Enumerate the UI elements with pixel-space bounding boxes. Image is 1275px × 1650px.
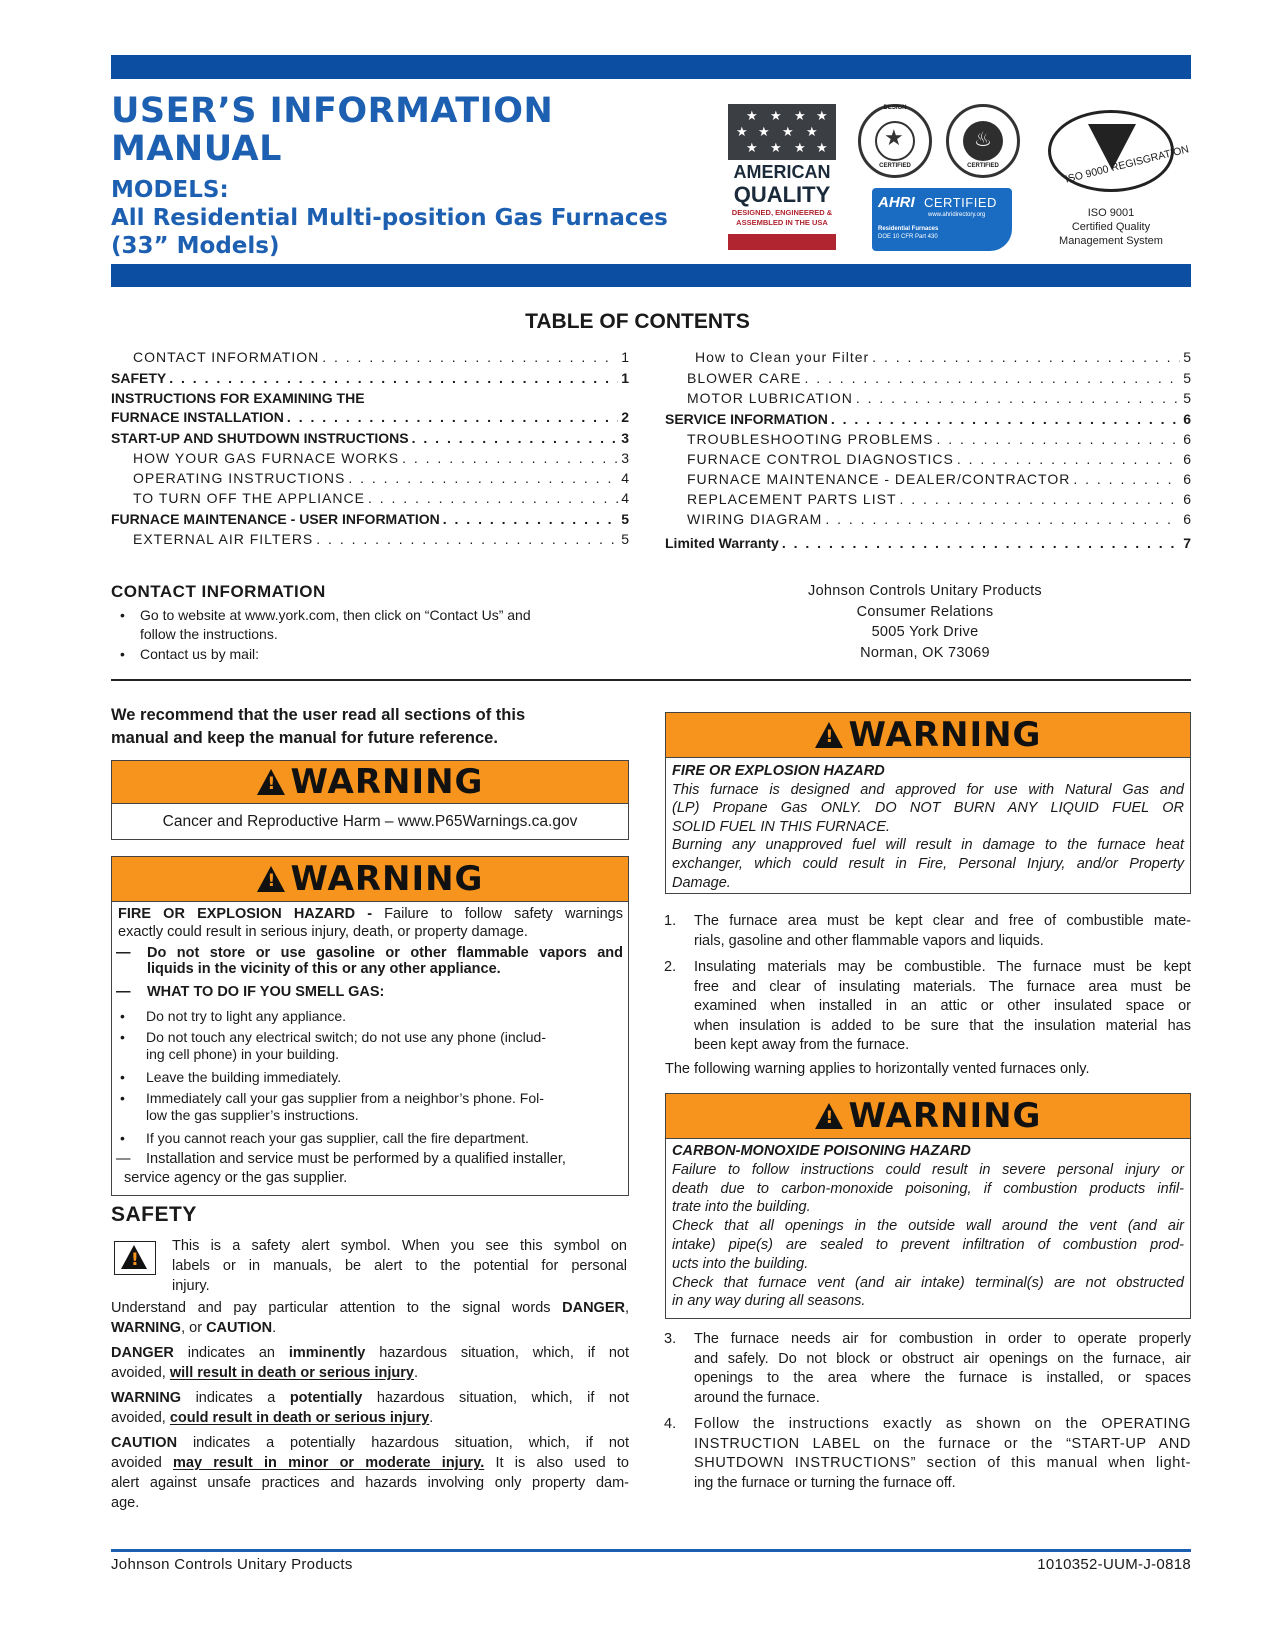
toc-leader-dots [316, 530, 618, 548]
manual-title: USER’S INFORMATION MANUAL [111, 91, 554, 169]
toc-entry-page: 6 [1183, 451, 1191, 467]
toc-entry[interactable] [111, 367, 629, 387]
gas-bullet-1: • Do not try to light any appliance. [120, 1008, 347, 1024]
dash-item-installation: — Installation and service must be performed by a qualified installer, service agency or the gas supplier. [116, 1151, 566, 1186]
toc-entry-page: 3 [621, 450, 629, 466]
toc-title: TABLE OF CONTENTS [525, 310, 750, 333]
toc-entry-label: FURNACE INSTALLATION [111, 409, 284, 425]
toc-entry-label: FURNACE MAINTENANCE - USER INFORMATION [111, 511, 440, 527]
warning-triangle-icon [257, 769, 285, 795]
toc-entry[interactable] [687, 488, 1191, 508]
toc-entry[interactable] [111, 406, 629, 426]
toc-leader-dots [804, 369, 1180, 387]
safety-alert-symbol [114, 1241, 156, 1275]
toc-entry-label: OPERATING INSTRUCTIONS [133, 470, 346, 486]
toc-entry[interactable] [133, 467, 629, 487]
danger-definition: DANGER indicates an imminently hazardous situation, which, if not avoided, will result in death or serious injury. [111, 1345, 629, 1381]
american-quality-logo: ★ ★ ★ ★ ★ ★ ★ ★ ★ ★ ★ ★ AMERICAN QUALITY DESIGNED, ENGINEERED & ASSEMBLED IN THE USA [728, 104, 836, 250]
warning-box-carbon-monoxide: ! WARNING [665, 1093, 1191, 1319]
header-bottom-blue-bar [111, 264, 1191, 287]
toc-entry[interactable] [111, 508, 629, 528]
mailing-address: Johnson Controls Unitary Products Consumer Relations 5005 York Drive Norman, OK 73069 [808, 583, 1042, 661]
toc-entry[interactable] [111, 387, 629, 407]
toc-leader-dots [936, 430, 1180, 448]
gas-bullet-2: • Do not touch any electrical switch; do not use any phone (includ- ing cell phone) in your building. [120, 1029, 547, 1062]
toc-entry-page: 5 [1183, 390, 1191, 406]
toc-leader-dots [856, 389, 1180, 407]
list-item-2: 2. Insulating materials may be combustible. The furnace must be kept free and clear of insulating materials. The furnace area must be examined when installed in an attic or other insulated space or when insulation is added to be sure that the insulation material has been kept away from the furnace. [664, 959, 1191, 1053]
toc-entry-label: TROUBLESHOOTING PROBLEMS [687, 431, 934, 447]
list-item-1: 1. The furnace area must be kept clear and free of combustible mate- rials, gasoline and other flammable vapors and liquids. [664, 913, 1191, 949]
toc-leader-dots [348, 469, 618, 487]
design-certified-seal: DESIGN ★ CERTIFIED [858, 104, 932, 178]
warning-triangle-icon [815, 722, 843, 748]
toc-entry-label: FURNACE CONTROL DIAGNOSTICS [687, 451, 954, 467]
toc-entry[interactable] [111, 427, 629, 447]
toc-entry-page: 6 [1183, 471, 1191, 487]
footer-company: Johnson Controls Unitary Products [111, 1556, 353, 1573]
recommend-note: We recommend that the user read all sections of this manual and keep the manual for future reference. [111, 706, 526, 747]
toc-leader-dots [287, 408, 618, 426]
toc-entry-label: How to Clean your Filter [695, 349, 870, 365]
toc-entry-label: MOTOR LUBRICATION [687, 390, 853, 406]
toc-entry-label: EXTERNAL AIR FILTERS [133, 531, 314, 547]
toc-entry[interactable] [687, 387, 1191, 407]
toc-leader-dots [900, 490, 1181, 508]
list-item-3: 3. The furnace needs air for combustion in order to operate properly and safely. Do not block or obstruct air openings on the furnace, air openings to the area where the furnace is installed, or spaces around the furnace. [664, 1331, 1191, 1406]
toc-entry-page: 4 [621, 490, 629, 506]
toc-entry[interactable] [687, 367, 1191, 387]
toc-leader-dots [1073, 470, 1180, 488]
csa-certified-seal: ♨ CERTIFIED [946, 104, 1020, 178]
toc-entry-page: 5 [621, 511, 629, 527]
toc-leader-dots [412, 429, 619, 447]
alert-triangle-icon [121, 1245, 147, 1269]
toc-entry-page: 4 [621, 470, 629, 486]
gas-bullet-5: • If you cannot reach your gas supplier, call the fire department. [120, 1130, 529, 1146]
gas-bullet-3: • Leave the building immediately. [120, 1069, 342, 1085]
footer-doc-number: 1010352-UUM-J-0818 [1037, 1556, 1191, 1573]
toc-entry-label: REPLACEMENT PARTS LIST [687, 491, 897, 507]
iso-9001-logo: ISO 9000 REGISGRATION ISO 9001 Certified Quality Management System [1046, 110, 1176, 250]
list-item-4: 4. Follow the instructions exactly as shown on the OPERATING INSTRUCTION LABEL on the furnace or the “START-UP AND SHUTDOWN INSTRUCTIONS” section of this manual when light- ing the furnace or turning the furnace off. [664, 1416, 1191, 1491]
toc-entry-label: CONTACT INFORMATION [133, 349, 320, 365]
toc-entry-page: 7 [1183, 535, 1191, 551]
toc-leader-dots [831, 410, 1180, 428]
toc-entry-page: 2 [621, 409, 629, 425]
toc-entry[interactable] [133, 447, 629, 467]
toc-entry-page: 6 [1183, 491, 1191, 507]
gas-bullet-4: • Immediately call your gas supplier from a neighbor’s phone. Fol- low the gas supplier’s instructions. [120, 1090, 544, 1123]
toc-leader-dots [782, 534, 1180, 552]
toc-entry[interactable] [687, 508, 1191, 528]
toc-leader-dots [957, 450, 1180, 468]
toc-entry-label: BLOWER CARE [687, 370, 802, 386]
toc-entry[interactable] [133, 528, 629, 548]
toc-entry[interactable] [133, 346, 629, 366]
caution-definition: CAUTION indicates a potentially hazardous situation, which, if not avoided may result in minor or moderate injury. It is also used to alert against unsafe practices and hazards involving only property dam- age. [111, 1435, 629, 1511]
fire-hazard-lead: FIRE OR EXPLOSION HAZARD - Failure to follow safety warnings exactly could result in serious injury, death, or property damage. [118, 906, 623, 940]
fuel-warning-text: FIRE OR EXPLOSION HAZARD This furnace is designed and approved for use with Natural Gas and (LP) Propane Gas ONLY. DO NOT BURN ANY LIQUID FUEL OR SOLID FUEL IN THIS FURNACE. Burning any unapproved fuel will result in damage to the furnace heat exchanger, which could result in Fire, Personal Injury, and/or Property Damage. [672, 763, 1184, 891]
top-blue-bar [111, 55, 1191, 79]
toc-entry-page: 3 [621, 430, 629, 446]
toc-entry[interactable] [687, 428, 1191, 448]
warning-box-fuel: ! WARNING [665, 712, 1191, 894]
horizontal-vent-note: The following warning applies to horizontally vented furnaces only. [665, 1061, 1090, 1077]
toc-entry[interactable] [695, 346, 1191, 366]
toc-entry[interactable] [687, 468, 1191, 488]
toc-entry-page: 6 [1183, 511, 1191, 527]
models-block: MODELS: All Residential Multi-position Gas Furnaces (33” Models) [111, 177, 668, 259]
toc-leader-dots [872, 348, 1180, 366]
toc-entry-page: 6 [1183, 411, 1191, 427]
toc-entry-label: SERVICE INFORMATION [665, 411, 828, 427]
toc-entry-page: 6 [1183, 431, 1191, 447]
safety-heading: SAFETY [111, 1203, 197, 1226]
toc-entry-label: WIRING DIAGRAM [687, 511, 823, 527]
toc-entry-page: 5 [1183, 370, 1191, 386]
warning-box-fire-explosion: ! WARNING [111, 856, 629, 1196]
contact-bullet-mail: • Contact us by mail: [120, 646, 260, 662]
flame-icon: ♨ [974, 129, 992, 151]
toc-leader-dots [368, 489, 618, 507]
warning-box-p65: ! WARNING Cancer and Reproductive Harm – www.P65Warnings.ca.gov [111, 760, 629, 840]
toc-entry-page: 1 [621, 349, 629, 365]
toc-entry[interactable] [133, 487, 629, 507]
warning-definition: WARNING indicates a potentially hazardous situation, which, if not avoided, could result in death or serious injury. [111, 1390, 629, 1426]
signal-words-text: Understand and pay particular attention to the signal words DANGER, WARNING, or CAUTION. [111, 1300, 629, 1336]
toc-entry[interactable] [665, 408, 1191, 428]
contact-bullet-website: • Go to website at www.york.com, then click on “Contact Us” and follow the instructions. [120, 607, 531, 642]
toc-entry-label: SAFETY [111, 370, 167, 386]
toc-entry-label: FURNACE MAINTENANCE - DEALER/CONTRACTOR [687, 471, 1071, 487]
safety-alert-text: This is a safety alert symbol. When you see this symbol on labels or in manuals, be alert to the potential for personal injury. [172, 1238, 627, 1294]
toc-entry-label: START-UP AND SHUTDOWN INSTRUCTIONS [111, 430, 409, 446]
toc-leader-dots [443, 510, 618, 528]
toc-leader-dots [169, 369, 618, 387]
footer-divider [111, 1549, 1191, 1552]
toc-leader-dots [825, 510, 1180, 528]
toc-entry-label: Limited Warranty [665, 535, 779, 551]
contact-heading: CONTACT INFORMATION [111, 582, 326, 601]
toc-leader-dots [402, 449, 618, 467]
ahri-certified-logo: AHRI CERTIFIED www.ahridirectory.org Residential Furnaces DOE 10 CFR Part 430 [872, 188, 1012, 251]
toc-entry-page: 1 [621, 370, 629, 386]
dash-item-gasoline: — Do not store or use gasoline or other flammable vapors and liquids in the vicinity of this or any other appliance. [116, 945, 623, 977]
co-warning-text: CARBON-MONOXIDE POISONING HAZARD Failure to follow instructions could result in severe personal injury or death due to carbon-monoxide poisoning, if combustion products infil- trate into the building. Check that all openings in the outside wall around the vent (and air intake) pipe(s) are sealed to prevent infiltration of combustion prod- ucts into the building. Check that furnace vent (and air intake) terminal(s) are not obstructed in any way during all seasons. [672, 1143, 1184, 1310]
warning-triangle-icon [815, 1103, 843, 1129]
toc-entry[interactable] [665, 532, 1191, 552]
toc-entry-page: 5 [621, 531, 629, 547]
dash-item-smell-gas: — WHAT TO DO IF YOU SMELL GAS: [116, 984, 385, 1000]
warning-triangle-icon [257, 866, 285, 892]
toc-entry-label: TO TURN OFF THE APPLIANCE [133, 490, 365, 506]
toc-entry[interactable] [687, 448, 1191, 468]
toc-entry-label: INSTRUCTIONS FOR EXAMINING THE [111, 390, 365, 406]
section-divider [111, 679, 1191, 681]
toc-leader-dots [322, 348, 618, 366]
toc-entry-label: HOW YOUR GAS FURNACE WORKS [133, 450, 400, 466]
star-icon: ★ [884, 125, 904, 150]
toc-entry-page: 5 [1183, 349, 1191, 365]
